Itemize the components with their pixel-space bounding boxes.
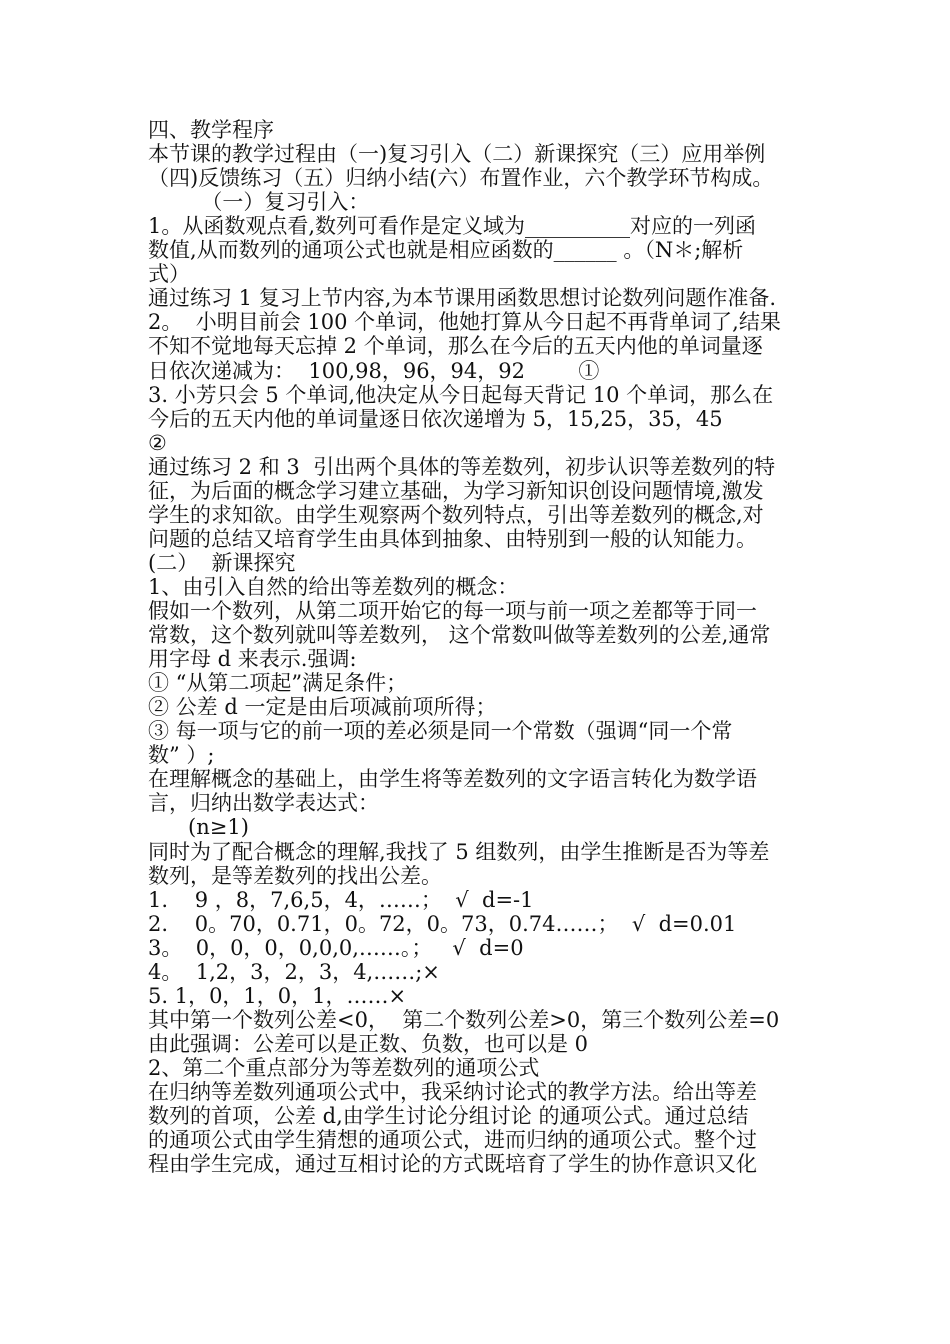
text-line: 其中第一个数列公差<0， 第二个数列公差>0，第三个数列公差=0: [148, 1008, 780, 1032]
text-line: ③ 每一项与它的前一项的差必须是同一个常数（强调“同一个常: [148, 719, 733, 743]
text-line: 1。从函数观点看,数列可看作是定义域为__________对应的一列函: [148, 214, 757, 238]
text-line: 2、第二个重点部分为等差数列的通项公式: [148, 1056, 540, 1080]
text-line: 1、由引入自然的给出等差数列的概念：: [148, 575, 519, 599]
text-line: 用字母 d 来表示.强调:: [148, 647, 357, 671]
text-line: 常数，这个数列就叫等差数列， 这个常数叫做等差数列的公差,通常: [148, 623, 771, 647]
text-line: 通过练习 2 和 3 引出两个具体的等差数列，初步认识等差数列的特: [148, 455, 776, 479]
text-line: 同时为了配合概念的理解,我找了 5 组数列，由学生推断是否为等差: [148, 840, 770, 864]
text-line: （一）复习引入：: [148, 190, 370, 214]
text-line: 数” ）;: [148, 743, 215, 767]
text-line: 假如一个数列，从第二项开始它的每一项与前一项之差都等于同一: [148, 599, 757, 623]
text-line: 今后的五天内他的单词量逐日依次递增为 5，15,25，35，45: [148, 407, 723, 431]
text-line: 3. 小芳只会 5 个单词,他决定从今日起每天背记 10 个单词，那么在: [148, 383, 774, 407]
text-line: ②: [148, 431, 167, 455]
text-line: 日依次递减为： 100,98，96，94，92 ①: [148, 359, 600, 383]
text-line: 言，归纳出数学表达式：: [148, 791, 379, 815]
text-line: 数值,从而数列的通项公式也就是相应函数的______ 。（N＊;解析: [148, 238, 744, 262]
text-line: (n≥1): [148, 815, 249, 839]
text-line: 程由学生完成，通过互相讨论的方式既培育了学生的协作意识又化: [148, 1152, 757, 1176]
text-line: 4。 1,2，3，2，3，4,……;×: [148, 960, 440, 984]
text-line: 由此强调：公差可以是正数、负数，也可以是 0: [148, 1032, 589, 1056]
text-line: 2。 小明目前会 100 个单词，他她打算从今日起不再背单词了,结果: [148, 310, 781, 334]
text-line: 3。 0，0，0，0,0,0,……。； √ d=0: [148, 936, 524, 960]
text-line: 2. 0。70，0.71，0。72，0。73，0.74……； √ d=0.01: [148, 912, 737, 936]
text-line: 不知不觉地每天忘掉 2 个单词，那么在今后的五天内他的单词量逐: [148, 334, 763, 358]
text-line: 数列的首项，公差 d,由学生讨论分组讨论 的通项公式。通过总结: [148, 1104, 749, 1128]
text-line: (二） 新课探究: [148, 551, 296, 575]
text-line: 式）: [148, 262, 190, 286]
text-line: 的通项公式由学生猜想的通项公式，进而归纳的通项公式。整个过: [148, 1128, 757, 1152]
text-line: 通过练习 1 复习上节内容,为本节课用函数思想讨论数列问题作准备.: [148, 286, 777, 310]
text-line: 本节课的教学过程由（一)复习引入（二）新课探究（三）应用举例: [148, 142, 766, 166]
section-heading: 四、教学程序: [148, 118, 274, 142]
text-line: 征，为后面的概念学习建立基础，为学习新知识创设问题情境,激发: [148, 479, 764, 503]
text-line: 学生的求知欲。由学生观察两个数列特点，引出等差数列的概念,对: [148, 503, 764, 527]
text-line: 在归纳等差数列通项公式中，我采纳讨论式的教学方法。给出等差: [148, 1080, 757, 1104]
text-line: 在理解概念的基础上，由学生将等差数列的文字语言转化为数学语: [148, 767, 757, 791]
text-line: 5. 1，0，1，0，1，……×: [148, 984, 407, 1008]
text-line: ① “从第二项起”满足条件；: [148, 671, 408, 695]
text-line: 1. 9 ，8，7,6,5，4，……； √ d=-1: [148, 888, 534, 912]
text-line: ② 公差 d 一定是由后项减前项所得；: [148, 695, 497, 719]
text-line: 问题的总结又培育学生由具体到抽象、由特别到一般的认知能力。: [148, 527, 757, 551]
text-line: （四)反馈练习（五）归纳小结(六）布置作业，六个教学环节构成。: [148, 166, 774, 190]
text-line: 数列，是等差数列的找出公差。: [148, 864, 442, 888]
